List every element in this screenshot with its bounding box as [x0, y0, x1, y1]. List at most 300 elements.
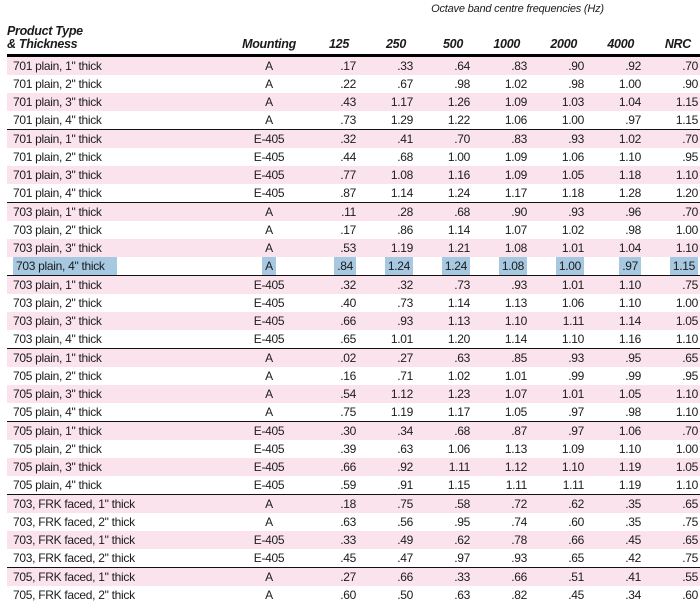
mounting-text: A	[265, 59, 273, 73]
value-2-text: .95	[454, 515, 470, 529]
product-cell	[7, 257, 237, 275]
value-0-text: .45	[340, 551, 356, 565]
table-row[interactable]	[7, 184, 700, 202]
mounting-cell	[237, 93, 301, 111]
value-1-cell	[358, 312, 415, 330]
value-2-text: 1.17	[447, 405, 470, 419]
value-0-text: .11	[341, 205, 356, 219]
mounting-text: A	[265, 387, 273, 401]
value-6-text: .70	[682, 424, 698, 438]
value-3-text: .82	[511, 588, 527, 602]
freq-header-250: 250	[386, 37, 406, 51]
table-row[interactable]	[7, 476, 700, 494]
value-6-text: .95	[682, 150, 698, 164]
value-4-text: .99	[568, 369, 584, 383]
value-6-cell	[643, 440, 700, 458]
table-row[interactable]	[7, 421, 700, 440]
mounting-cell	[237, 531, 301, 549]
value-6-text: 1.10	[675, 241, 698, 255]
mounting-text: E-405	[253, 296, 285, 310]
value-5-text: .41	[625, 570, 641, 584]
value-4-cell	[529, 385, 586, 403]
product-text: 703, FRK faced, 1" thick	[13, 497, 135, 511]
value-1-cell	[358, 495, 415, 513]
value-0-text: .73	[340, 113, 356, 127]
value-3-cell	[472, 257, 529, 275]
product-cell	[7, 531, 237, 549]
value-2-cell	[415, 294, 472, 312]
value-1-text: 1.12	[390, 387, 413, 401]
product-text: 705 plain, 4" thick	[13, 405, 102, 419]
value-3-text: 1.02	[504, 77, 527, 91]
mounting-cell	[237, 57, 301, 75]
value-3-text: .83	[511, 59, 527, 73]
table-row[interactable]	[7, 57, 700, 75]
value-2-text: 1.24	[447, 186, 470, 200]
value-2-cell	[415, 440, 472, 458]
table-row[interactable]	[7, 166, 700, 184]
value-3-text: 1.13	[504, 296, 527, 310]
value-5-cell	[586, 385, 643, 403]
value-3-cell	[472, 349, 529, 367]
value-6-text: 1.10	[675, 168, 698, 182]
value-1-text: .68	[397, 150, 413, 164]
table-row[interactable]	[7, 367, 700, 385]
value-3-text: 1.10	[504, 314, 527, 328]
table-row[interactable]	[7, 148, 700, 166]
value-5-text: 1.04	[618, 95, 641, 109]
mounting-text: A	[265, 113, 273, 127]
value-3-text: .93	[511, 551, 527, 565]
value-4-cell	[529, 531, 586, 549]
product-cell	[7, 166, 237, 184]
value-0-text: .32	[340, 132, 356, 146]
value-0-text: .18	[340, 497, 356, 511]
value-3-cell	[472, 513, 529, 531]
value-3-cell	[472, 93, 529, 111]
value-3-text: 1.12	[504, 460, 527, 474]
value-5-text: .92	[625, 59, 641, 73]
mounting-cell	[237, 130, 301, 148]
value-0-text: .17	[340, 59, 356, 73]
value-5-cell	[586, 531, 643, 549]
value-1-cell	[358, 586, 415, 604]
value-0-cell	[301, 586, 358, 604]
value-0-text: .33	[340, 533, 356, 547]
value-2-text: 1.24	[442, 257, 470, 275]
value-5-cell	[586, 330, 643, 348]
table-row[interactable]	[7, 531, 700, 549]
value-1-cell	[358, 294, 415, 312]
product-text: 705 plain, 2" thick	[13, 369, 102, 383]
value-0-text: .84	[334, 257, 356, 275]
value-1-cell	[358, 513, 415, 531]
product-cell	[7, 57, 237, 75]
value-6-text: 1.15	[675, 113, 698, 127]
value-0-cell	[301, 312, 358, 330]
value-4-cell	[529, 203, 586, 221]
product-text: 703 plain, 1" thick	[13, 205, 102, 219]
value-0-cell	[301, 276, 358, 294]
table-row[interactable]	[7, 330, 700, 348]
value-3-cell	[472, 75, 529, 93]
value-6-text: .65	[682, 351, 698, 365]
value-6-cell	[643, 531, 700, 549]
value-6-cell	[643, 422, 700, 440]
value-4-cell	[529, 184, 586, 202]
value-2-text: .70	[454, 132, 470, 146]
nrc-header: NRC	[664, 37, 691, 51]
product-type-header-line1: Product Type	[7, 24, 83, 38]
product-cell	[7, 148, 237, 166]
absorption-coefficients-table	[7, 0, 700, 604]
mounting-text: A	[265, 77, 273, 91]
table-row[interactable]	[7, 221, 700, 239]
freq-header-1000: 1000	[493, 37, 520, 51]
value-6-text: .70	[682, 59, 698, 73]
table-row[interactable]	[7, 567, 700, 586]
value-5-cell	[586, 458, 643, 476]
value-2-cell	[415, 312, 472, 330]
product-cell	[7, 294, 237, 312]
value-1-cell	[358, 203, 415, 221]
value-4-cell	[529, 166, 586, 184]
mounting-cell	[237, 239, 301, 257]
table-row[interactable]	[7, 513, 700, 531]
value-4-cell	[529, 586, 586, 604]
value-1-text: 1.17	[390, 95, 413, 109]
value-2-text: .73	[454, 278, 470, 292]
value-6-cell	[643, 294, 700, 312]
value-3-cell	[472, 458, 529, 476]
value-2-cell	[415, 458, 472, 476]
value-4-text: .65	[568, 551, 584, 565]
mounting-cell	[237, 440, 301, 458]
value-5-text: .45	[625, 533, 641, 547]
value-4-text: 1.05	[561, 168, 584, 182]
value-6-cell	[643, 476, 700, 494]
value-3-cell	[472, 367, 529, 385]
product-text: 703 plain, 4" thick	[13, 332, 102, 346]
table-row[interactable]	[7, 348, 700, 367]
value-5-cell	[586, 294, 643, 312]
table-row[interactable]	[7, 458, 700, 476]
value-6-text: .90	[682, 77, 698, 91]
value-6-cell	[643, 549, 700, 567]
product-cell	[7, 440, 237, 458]
table-row[interactable]	[7, 403, 700, 421]
value-0-text: .75	[340, 405, 356, 419]
value-0-text: .02	[340, 351, 356, 365]
value-4-text: .93	[568, 132, 584, 146]
table-row[interactable]	[7, 312, 700, 330]
value-5-text: 1.05	[618, 387, 641, 401]
value-4-cell	[529, 57, 586, 75]
value-6-text: .70	[682, 205, 698, 219]
value-2-cell	[415, 166, 472, 184]
value-4-text: .97	[568, 424, 584, 438]
table-row[interactable]	[7, 294, 700, 312]
value-1-text: 1.14	[390, 186, 413, 200]
value-1-cell	[358, 75, 415, 93]
product-text: 703 plain, 2" thick	[13, 296, 102, 310]
value-2-text: 1.26	[447, 95, 470, 109]
value-0-cell	[301, 75, 358, 93]
product-cell	[7, 75, 237, 93]
value-5-text: 1.19	[618, 460, 641, 474]
value-5-cell	[586, 111, 643, 129]
product-text: 703, FRK faced, 1" thick	[13, 533, 135, 547]
table-row[interactable]	[7, 202, 700, 221]
value-2-cell	[415, 184, 472, 202]
value-2-cell	[415, 385, 472, 403]
value-3-cell	[472, 166, 529, 184]
value-4-cell	[529, 130, 586, 148]
product-text: 705 plain, 3" thick	[13, 460, 102, 474]
value-5-text: .98	[625, 223, 641, 237]
value-1-cell	[358, 385, 415, 403]
value-0-cell	[301, 130, 358, 148]
value-2-cell	[415, 130, 472, 148]
value-3-cell	[472, 148, 529, 166]
product-text: 703, FRK faced, 2" thick	[13, 515, 135, 529]
value-5-cell	[586, 203, 643, 221]
value-1-text: 1.29	[390, 113, 413, 127]
value-1-text: .75	[397, 497, 413, 511]
value-2-text: 1.00	[447, 150, 470, 164]
value-0-text: .54	[340, 387, 356, 401]
mounting-text: A	[265, 369, 273, 383]
mounting-text: E-405	[253, 442, 285, 456]
value-3-text: 1.07	[504, 223, 527, 237]
mounting-text: E-405	[253, 551, 285, 565]
mounting-text: A	[265, 497, 273, 511]
value-6-cell	[643, 184, 700, 202]
value-6-cell	[643, 385, 700, 403]
value-6-cell	[643, 403, 700, 421]
value-3-cell	[472, 130, 529, 148]
product-type-header-line2: & Thickness	[7, 37, 78, 51]
value-2-cell	[415, 239, 472, 257]
value-2-cell	[415, 513, 472, 531]
value-6-cell	[643, 166, 700, 184]
table-body	[7, 57, 700, 604]
value-5-cell	[586, 568, 643, 586]
product-text: 701 plain, 1" thick	[13, 132, 102, 146]
value-1-cell	[358, 111, 415, 129]
value-0-cell	[301, 148, 358, 166]
product-text: 701 plain, 4" thick	[13, 186, 102, 200]
value-4-text: 1.03	[561, 95, 584, 109]
mounting-text: A	[265, 570, 273, 584]
table-row[interactable]	[7, 549, 700, 567]
value-0-cell	[301, 239, 358, 257]
mounting-cell	[237, 476, 301, 494]
table-row[interactable]	[7, 129, 700, 148]
value-3-cell	[472, 495, 529, 513]
octave-band-frequencies-title: Octave band centre frequencies (Hz)	[431, 3, 604, 15]
value-3-text: 1.08	[504, 241, 527, 255]
value-2-cell	[415, 586, 472, 604]
value-0-text: .87	[340, 186, 356, 200]
value-4-text: 1.00	[556, 257, 584, 275]
value-3-text: 1.07	[504, 387, 527, 401]
value-3-cell	[472, 476, 529, 494]
product-cell	[7, 476, 237, 494]
mounting-cell	[237, 349, 301, 367]
mounting-cell	[237, 568, 301, 586]
value-4-text: .45	[568, 588, 584, 602]
value-3-text: .90	[511, 205, 527, 219]
product-text: 705, FRK faced, 1" thick	[13, 570, 135, 584]
value-2-text: 1.15	[447, 478, 470, 492]
table-row[interactable]	[7, 440, 700, 458]
value-1-text: .49	[397, 533, 413, 547]
value-3-cell	[472, 294, 529, 312]
value-6-cell	[643, 93, 700, 111]
value-1-cell	[358, 184, 415, 202]
value-5-text: .42	[625, 551, 641, 565]
product-cell	[7, 184, 237, 202]
value-4-text: 1.01	[561, 387, 584, 401]
value-0-cell	[301, 57, 358, 75]
value-4-cell	[529, 93, 586, 111]
mounting-cell	[237, 458, 301, 476]
product-cell	[7, 385, 237, 403]
value-5-cell	[586, 549, 643, 567]
table-row[interactable]	[7, 586, 700, 604]
value-4-cell	[529, 422, 586, 440]
value-4-cell	[529, 312, 586, 330]
value-3-cell	[472, 57, 529, 75]
product-text: 703, FRK faced, 2" thick	[13, 551, 135, 565]
mounting-header: Mounting	[242, 37, 296, 51]
value-0-cell	[301, 166, 358, 184]
value-6-cell	[643, 221, 700, 239]
value-6-text: .65	[682, 533, 698, 547]
value-2-text: .68	[454, 424, 470, 438]
value-1-cell	[358, 93, 415, 111]
product-cell	[7, 203, 237, 221]
value-5-text: .95	[625, 351, 641, 365]
value-2-text: .33	[454, 570, 470, 584]
value-5-text: .34	[625, 588, 641, 602]
value-4-cell	[529, 239, 586, 257]
value-6-cell	[643, 239, 700, 257]
value-5-text: 1.18	[618, 168, 641, 182]
value-4-cell	[529, 276, 586, 294]
mounting-cell	[237, 495, 301, 513]
value-6-text: .60	[682, 588, 698, 602]
value-3-cell	[472, 531, 529, 549]
mounting-cell	[237, 148, 301, 166]
value-1-text: .73	[397, 296, 413, 310]
value-6-cell	[643, 312, 700, 330]
value-3-cell	[472, 221, 529, 239]
value-3-text: 1.09	[504, 150, 527, 164]
value-5-text: 1.28	[618, 186, 641, 200]
value-4-text: 1.02	[561, 223, 584, 237]
table-row[interactable]	[7, 93, 700, 111]
value-4-cell	[529, 513, 586, 531]
value-5-text: 1.02	[618, 132, 641, 146]
value-4-cell	[529, 257, 586, 275]
value-0-text: .66	[340, 460, 356, 474]
mounting-text: A	[265, 515, 273, 529]
value-1-cell	[358, 422, 415, 440]
value-2-cell	[415, 422, 472, 440]
value-4-text: .60	[568, 515, 584, 529]
value-5-text: 1.16	[618, 332, 641, 346]
mounting-cell	[237, 75, 301, 93]
value-6-cell	[643, 257, 700, 275]
product-cell	[7, 495, 237, 513]
value-4-text: 1.09	[561, 442, 584, 456]
product-cell	[7, 130, 237, 148]
table-row[interactable]	[7, 239, 700, 257]
value-1-text: 1.24	[385, 257, 413, 275]
value-3-text: 1.09	[504, 95, 527, 109]
table-row-selected[interactable]	[7, 257, 700, 275]
value-5-cell	[586, 221, 643, 239]
value-0-cell	[301, 495, 358, 513]
value-4-text: 1.06	[561, 150, 584, 164]
value-5-cell	[586, 440, 643, 458]
value-0-cell	[301, 93, 358, 111]
value-6-cell	[643, 276, 700, 294]
value-2-cell	[415, 57, 472, 75]
value-6-text: .55	[682, 570, 698, 584]
value-1-cell	[358, 148, 415, 166]
value-3-cell	[472, 111, 529, 129]
value-3-text: .78	[511, 533, 527, 547]
value-1-text: 1.19	[390, 405, 413, 419]
value-3-cell	[472, 403, 529, 421]
value-1-cell	[358, 403, 415, 421]
value-2-cell	[415, 568, 472, 586]
table-row[interactable]	[7, 494, 700, 513]
value-2-text: .68	[454, 205, 470, 219]
value-4-text: 1.01	[561, 278, 584, 292]
table-row[interactable]	[7, 75, 700, 93]
value-6-cell	[643, 57, 700, 75]
value-0-text: .44	[340, 150, 356, 164]
value-1-cell	[358, 330, 415, 348]
value-0-cell	[301, 568, 358, 586]
value-1-text: .41	[397, 132, 413, 146]
value-1-cell	[358, 549, 415, 567]
table-row[interactable]	[7, 111, 700, 129]
value-0-text: .77	[340, 168, 356, 182]
value-1-cell	[358, 568, 415, 586]
mounting-cell	[237, 203, 301, 221]
value-5-text: 1.14	[618, 314, 641, 328]
table-row[interactable]	[7, 275, 700, 294]
value-3-cell	[472, 330, 529, 348]
value-4-cell	[529, 367, 586, 385]
table-row[interactable]	[7, 385, 700, 403]
value-5-cell	[586, 130, 643, 148]
value-0-text: .39	[340, 442, 356, 456]
value-5-cell	[586, 148, 643, 166]
mounting-text: E-405	[253, 168, 285, 182]
value-1-cell	[358, 367, 415, 385]
value-1-text: .86	[397, 223, 413, 237]
value-1-text: 1.01	[390, 332, 413, 346]
mounting-text: A	[265, 205, 273, 219]
value-1-text: .67	[397, 77, 413, 91]
value-2-cell	[415, 330, 472, 348]
